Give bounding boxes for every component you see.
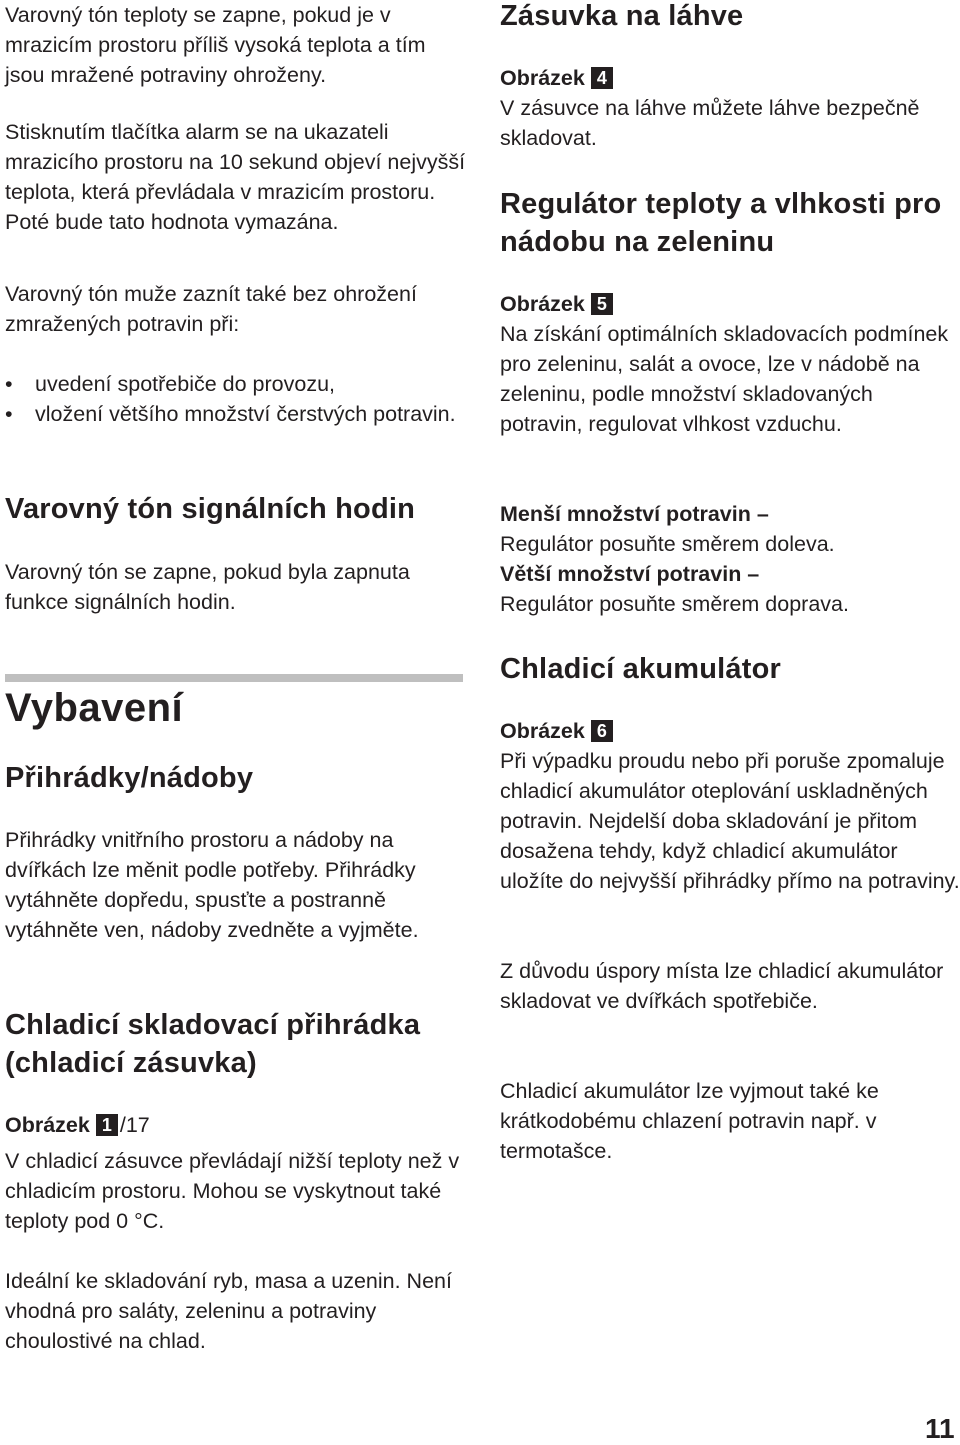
figure-reference <box>5 1110 150 1140</box>
list-item: • vložení většího množství čerstvých potravin. <box>5 399 467 429</box>
figure-label: Obrázek <box>500 719 585 743</box>
more-food-label: Větší množství potravin – <box>500 562 760 586</box>
temp-alarm-paragraph: Varovný tón teploty se zapne, pokud je v mrazicím prostoru příliš vysoká teplota a tím jsou mražené potraviny ohroženy. <box>5 3 426 87</box>
figure-number-badge: 5 <box>591 293 613 315</box>
figure-page-ref: /17 <box>119 1113 150 1137</box>
signal-clock-paragraph: Varovný tón se zapne, pokud byla zapnuta funkce signálních hodin. <box>5 560 410 614</box>
bottle-drawer-paragraph: V zásuvce na láhve můžete láhve bezpečně skladovat. <box>500 96 920 150</box>
less-food-label: Menší množství potravin – <box>500 502 769 526</box>
equipment-heading: Vybavení <box>5 686 184 730</box>
page-number: 11 <box>925 1413 955 1444</box>
chiller-drawer-paragraph: V chladicí zásuvce převládají nižší teploty než v chladicím prostoru. Mohou se vyskytnout také teploty pod 0 °C. <box>5 1149 460 1233</box>
signal-clock-heading: Varovný tón signálních hodin <box>5 493 416 525</box>
shelves-heading: Přihrádky/nádoby <box>5 762 254 794</box>
accumulator-storage-paragraph: Z důvodu úspory místa lze chladicí akumulátor skladovat ve dvířkách spotřebiče. <box>500 959 944 1013</box>
shelves-paragraph: Přihrádky vnitřního prostoru a nádoby na dvířkách lze měnit podle potřeby. Přihrádky vytáhněte dopředu, spusťte a postranně vytáhněte ven, nádoby zvedněte a vyjměte. <box>5 828 419 942</box>
figure-label: Obrázek <box>500 292 585 316</box>
humidity-regulator-paragraph: Na získání optimálních skladovacích podmínek pro zeleninu, salát a ovoce, lze v nádobě na zeleninu, podle množství skladovaných potravin, regulovat vlhkost vzduchu. <box>500 322 949 436</box>
section-divider <box>5 674 463 682</box>
figure-reference <box>500 289 613 319</box>
figure-number-badge: 4 <box>591 67 613 89</box>
figure-label: Obrázek <box>500 66 585 90</box>
figure-reference <box>500 63 613 93</box>
alarm-conditions-paragraph: Varovný tón muže zaznít také bez ohrožení zmražených potravin při: <box>5 282 417 336</box>
bottle-drawer-heading: Zásuvka na láhve <box>500 0 744 32</box>
humidity-regulator-heading: Regulátor teploty a vlhkosti pro nádobu na zeleninu <box>500 188 942 258</box>
figure-reference <box>500 716 613 746</box>
more-food-instruction: Regulátor posuňte směrem doprava. <box>500 592 849 616</box>
figure-number-badge: 1 <box>96 1114 118 1136</box>
figure-number-badge: 6 <box>591 720 613 742</box>
list-item: • uvedení spotřebiče do provozu, <box>5 369 467 399</box>
accumulator-removal-paragraph: Chladicí akumulátor lze vyjmout také ke krátkodobému chlazení potravin např. v termotašce. <box>500 1079 879 1163</box>
chiller-drawer-usage-paragraph: Ideální ke skladování ryb, masa a uzenin. Není vhodná pro saláty, zeleninu a potraviny choulostivé na chlad. <box>5 1269 452 1353</box>
figure-label: Obrázek <box>5 1113 90 1137</box>
chiller-drawer-heading: Chladicí skladovací přihrádka (chladicí zásuvka) <box>5 1009 421 1079</box>
alarm-conditions-list <box>5 369 467 429</box>
less-food-instruction: Regulátor posuňte směrem doleva. <box>500 532 835 556</box>
accumulator-paragraph: Při výpadku proudu nebo při poruše zpomaluje chladicí akumulátor oteplování uskladněných potravin. Nejdelší doba skladování je přitom dosažena tehdy, když chladicí akumulátor uložíte do nejvyšší přihrádky přímo na potraviny. <box>500 749 960 893</box>
cooling-accumulator-heading: Chladicí akumulátor <box>500 653 781 685</box>
alarm-button-paragraph: Stisknutím tlačítka alarm se na ukazateli mrazicího prostoru na 10 sekund objeví nejvyšší teplota, která převládala v mrazicím prostoru. Poté bude tato hodnota vymazána. <box>5 120 466 234</box>
